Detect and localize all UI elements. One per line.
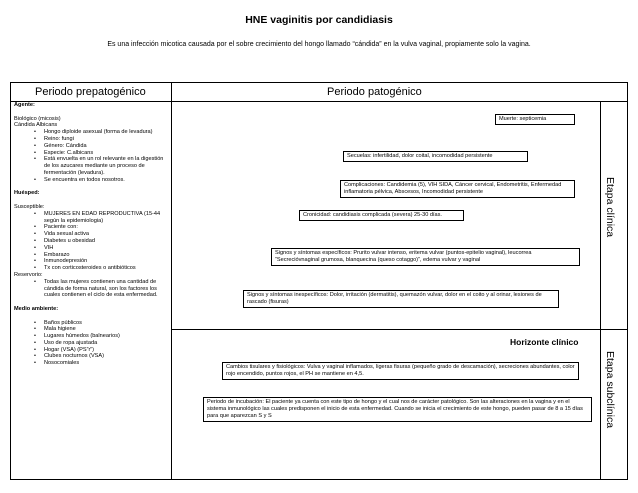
agente-list <box>14 129 169 183</box>
etapa-clinica-label: Etapa clínica <box>604 177 616 238</box>
huesped-title: Huésped: <box>14 190 40 197</box>
agente-line: Biológico (micosis) <box>14 115 61 122</box>
sintomas-inespecificos-box: Signos y síntomas inespecíficos: Dolor, irritación (dermatitis), quemazón vulvar, dolor en el coito y al orinar, lesiones de rascado (fisuras) <box>243 290 559 308</box>
prepatogenic-content <box>14 102 169 367</box>
huesped-list <box>14 211 169 272</box>
list-item: • Baños públicos <box>14 320 169 327</box>
document-subtitle: Es una infección micotica causada por el sobre crecimiento del hongo llamado “cándida” en la vulva vaginal, propiamente solo la vagina. <box>107 41 531 48</box>
etapa-subclinica-label: Etapa subclínica <box>604 351 616 429</box>
horizonte-clinico-label: Horizonte clínico <box>510 337 579 347</box>
secuelas-box: Secuelas: infertilidad, dolor coital, incomodidad persistente <box>343 151 528 162</box>
list-item: • Tx con corticosteroides o antibióticos <box>14 265 169 272</box>
period-patogenico-heading: Periodo patogénico <box>327 86 422 98</box>
list-item: • Clubes nocturnos (VSA) <box>14 353 169 360</box>
complicaciones-box: Complicaciones: Candidemia (5), VIH SIDA, Cáncer cervical, Endometritis, Enfermedad inflamatoria pélvica, Abscesos, Incomodidad persistente <box>340 180 575 198</box>
horizonte-divider <box>171 329 628 330</box>
list-item: • Nosocomiales <box>14 360 169 367</box>
reservorio-label: Reservorio: <box>14 271 43 278</box>
list-item: • Especie: C.albicans <box>14 150 169 157</box>
agente-title: Agente: <box>14 102 35 108</box>
document-title: HNE vaginitis por candidiasis <box>245 14 393 26</box>
medio-list <box>14 320 169 368</box>
periodo-incubacion-box: Periodo de incubación: El paciente ya cuenta con este tipo de hongo y el cual nos de carácter patológico. Son las alteraciones en la vagina y en el sistema inmunológico las cuales predisponen el inicio de esta enfermedad. Cuando se inicia el crecimiento de este hongo, pueden pasar de 8 a 15 días para que aparezcan S y S <box>203 397 592 422</box>
list-item: • Hogar (VSA) (PS”r”) <box>14 347 169 354</box>
cambios-tisulares-box: Cambios tisulares y fisiológicos: Vulva y vaginal inflamados, ligeras fisuras (pequeño grado de descamación), secreciones abundantes, color rojo encendido, puntos rojos, el PH se mantiene en 4,5. <box>222 362 579 380</box>
stage-column-divider <box>600 101 601 480</box>
list-item: • Embarazo <box>14 252 169 259</box>
list-item: • Inmunodepresión <box>14 258 169 265</box>
list-item: • Vida sexual activa <box>14 231 169 238</box>
cronicidad-box: Cronicidad: candidiasis complicada (severa) 25-30 días. <box>299 210 464 221</box>
huesped-line: Susceptible: <box>14 203 45 210</box>
column-divider <box>171 82 172 480</box>
list-item: • Reino: fungi <box>14 136 169 143</box>
list-item: • Diabetes u obesidad <box>14 238 169 245</box>
list-item: • Se encuentra en todos nosotros. <box>14 177 169 184</box>
list-item: • Hongo diploide asexual (forma de levadura) <box>14 129 169 136</box>
list-item: • VIH <box>14 245 169 252</box>
list-item: • Lugares húmedos (balnearios) <box>14 333 169 340</box>
medio-title: Medio ambiente: <box>14 305 59 312</box>
list-item: • Paciente con: <box>14 224 169 231</box>
muerte-box: Muerte: septicemia <box>495 114 575 125</box>
sintomas-especificos-box: Signos y síntomas específicos: Prurito vulvar intenso, eritema vulvar (puntos-epitelio vaginal), leucorrea “Secrecióvnaginal grumosa, blanquecina (queso cotaggo)”, edema vulvar y vaginal <box>271 248 580 266</box>
period-prepatogenico-heading: Periodo prepatogénico <box>35 86 146 98</box>
list-item: • Está envuelta en un rol relevante en la digestión de los azucares mediante un proceso de fermentación (levadura). <box>14 156 169 176</box>
list-item: • Todas las mujeres contienen una cantidad de cándida de forma natural, son los factores los cuales contienen el ciclo de esta enfermedad. <box>14 279 169 299</box>
agente-line: Cándida Albicans <box>14 122 58 129</box>
list-item: • Mala higiene <box>14 326 169 333</box>
list-item: • Género: Cándida <box>14 143 169 150</box>
reservorio-list <box>14 279 169 299</box>
list-item: • Uso de ropa ajustada <box>14 340 169 347</box>
list-item: • MUJERES EN EDAD REPRODUCTIVA (15-44 según la epidemiologia) <box>14 211 169 225</box>
